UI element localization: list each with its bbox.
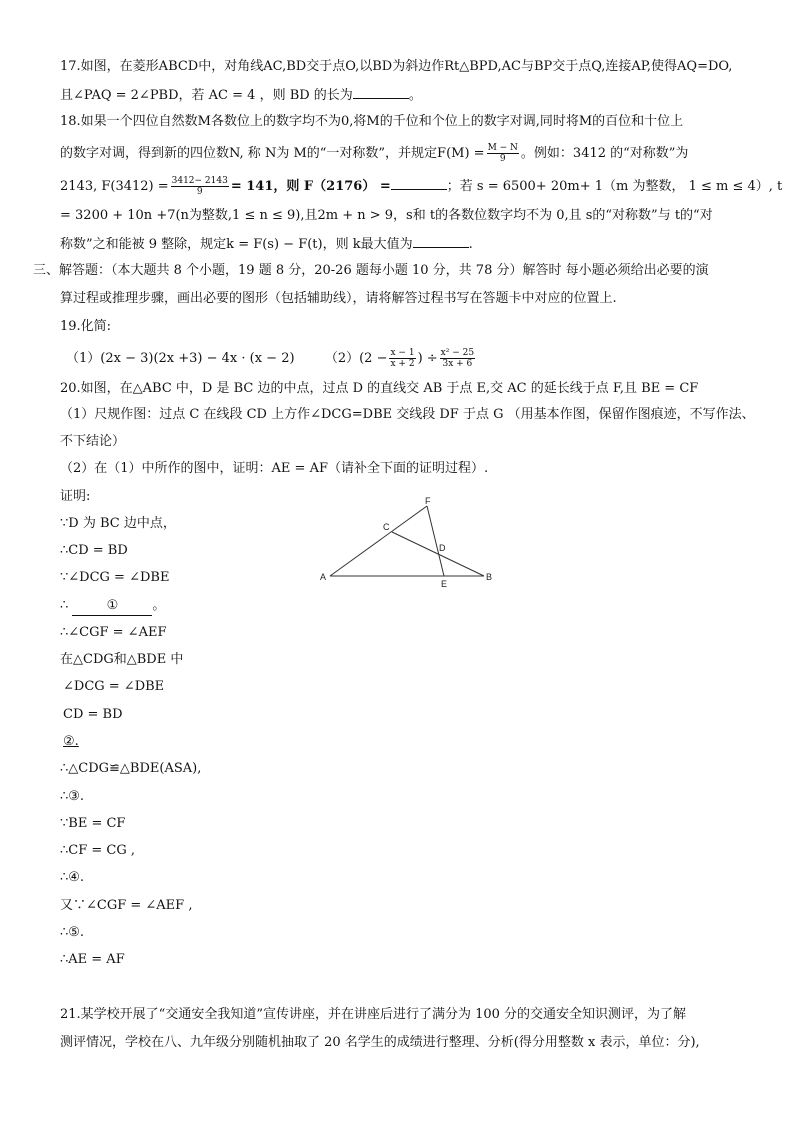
frac-denominator: x + 2 — [390, 359, 415, 369]
segment-cb — [392, 532, 484, 576]
proof-blank-2[interactable]: ②. — [63, 734, 79, 749]
q19-title: 19.化简: — [60, 319, 112, 334]
q19-part-2b: ) ÷ — [417, 351, 438, 366]
q18-line-5 — [60, 235, 473, 254]
proof-blank-5[interactable]: ∴⑤. — [60, 925, 85, 940]
q20-line-1: 20.如图，在△ABC 中，D 是 BC 边的中点，过点 D 的直线交 AB 于点 E,交 AC 的延长线于点 F,且 BE = CF — [60, 381, 699, 396]
frac-denominator: 9 — [196, 187, 203, 197]
proof-line: CD = BD — [63, 707, 123, 722]
segment-af — [330, 506, 427, 576]
q19-part-2a: （2）(2 − — [324, 351, 388, 366]
proof-line-blank1 — [60, 597, 165, 616]
section3-line-2: 算过程或推理步骤，画出必要的图形（包括辅助线），请将解答过程书写在答题卡中对应的位置上. — [60, 291, 617, 306]
label-f: F — [425, 496, 431, 506]
label-d: D — [439, 543, 446, 553]
q18-text-c: 2143, F(3412) = — [60, 179, 169, 194]
q20-line-2: （1）尺规作图：过点 C 在线段 CD 上方作∠DCG=DBE 交线段 DF 于点 G （用基本作图，保留作图痕迹，不写作法、 — [60, 407, 755, 422]
triangle-figure — [318, 494, 502, 588]
q19-fraction-b — [440, 348, 475, 369]
proof-line: 证明: — [60, 489, 91, 504]
proof-line: ∵BE = CF — [60, 816, 126, 831]
label-b: B — [486, 572, 493, 582]
proof-line: ∴∠CGF = ∠AEF — [60, 625, 167, 640]
section3-line-1: 三、解答题：（本大题共 8 个小题，19 题 8 分，20-26 题每小题 10 分，共 78 分）解答时 每小题必须给出必要的演 — [33, 263, 709, 278]
q18-text-a: 的数字对调，得到新的四位数N, 称 N为 M的“一对称数”，并规定F(M) = — [60, 146, 485, 161]
q18-line-3 — [60, 176, 782, 197]
proof-line: 在△CDG和△BDE 中 — [60, 652, 184, 667]
q18-end: . — [468, 237, 473, 252]
q18-answer-blank-2[interactable] — [413, 235, 469, 248]
proof-therefore: ∴ — [60, 598, 73, 613]
q20-line-4: （2）在（1）中所作的图中，证明：AE = AF（请补全下面的证明过程）. — [60, 461, 489, 476]
q17-line-2 — [60, 86, 422, 105]
proof-line: ∴CD = BD — [60, 543, 128, 558]
q20-line-3: 不下结论） — [60, 434, 126, 449]
frac-numerator: x − 1 — [390, 348, 415, 358]
frac-denominator: 9 — [499, 154, 506, 164]
proof-line: ∵D 为 BC 边中点， — [60, 516, 176, 531]
proof-line: ∵∠DCG = ∠DBE — [60, 570, 170, 585]
q17-answer-blank[interactable] — [353, 86, 409, 99]
proof-line: 又∵∠CGF = ∠AEF , — [60, 898, 193, 913]
q18-text-d: = 141，则 F（2176） = — [230, 179, 391, 194]
proof-blank-3[interactable]: ∴③. — [60, 789, 85, 804]
frac-numerator: x² − 25 — [440, 348, 475, 358]
frac-denominator: 3x + 6 — [442, 359, 473, 369]
q19-part-1: （1）(2x − 3)(2x +3) − 4x · (x − 2) — [66, 351, 295, 366]
label-e: E — [441, 579, 448, 588]
q17-text: 且∠PAQ = 2∠PBD，若 AC = 4 ，则 BD 的长为 — [60, 88, 353, 103]
q17-end: 。 — [408, 88, 422, 103]
q18-line-1: 18.如果一个四位自然数M各数位上的数字均不为0,将M的千位和个位上的数字对调,同时将M的百位和十位上 — [60, 114, 684, 129]
proof-blank-1[interactable]: ① — [72, 597, 152, 616]
proof-blank-1-end: 。 — [152, 598, 166, 613]
label-c: C — [383, 522, 390, 532]
proof-line: ∴CF = CG , — [60, 843, 135, 858]
q18-answer-blank-1[interactable] — [391, 177, 447, 190]
segment-fe — [427, 506, 444, 576]
frac-numerator: M − N — [487, 143, 518, 153]
label-a: A — [320, 572, 327, 582]
q18-line-4: = 3200 + 10n +7(n为整数,1 ≤ n ≤ 9),且2m + n > 9，s和 t的各数位数字均不为 0,且 s的“对称数”与 t的“对 — [60, 208, 713, 223]
q19-fraction-a — [389, 348, 415, 369]
q18-text-e: ；若 s = 6500+ 20m+ 1（m 为整数， 1 ≤ m ≤ 4）, t — [446, 179, 783, 194]
proof-line: ∠DCG = ∠DBE — [63, 679, 165, 694]
q19-parts — [66, 348, 477, 369]
q18-fraction-2 — [171, 176, 229, 197]
q21-line-2: 测评情况，学校在八、九年级分别随机抽取了 20 名学生的成绩进行整理、分析(得分用整数 x 表示，单位：分), — [60, 1035, 700, 1050]
q18-text-b: 。例如：3412 的“对称数”为 — [520, 146, 689, 161]
frac-numerator: 3412− 2143 — [171, 176, 228, 186]
proof-blank-4[interactable]: ∴④. — [60, 870, 85, 885]
q18-line-2 — [60, 143, 688, 164]
q18-fraction-1 — [487, 143, 519, 164]
proof-line: ∴△CDG≌△BDE(ASA), — [60, 761, 202, 776]
proof-line: ∴AE = AF — [60, 952, 125, 967]
q18-text-f: 称数”之和能被 9 整除，规定k = F(s) − F(t)，则 k最大值为 — [60, 237, 413, 252]
q21-line-1: 21.某学校开展了“交通安全我知道”宣传讲座，并在讲座后进行了满分为 100 分的交通安全知识测评，为了解 — [60, 1007, 687, 1022]
q17-line-1: 17.如图，在菱形ABCD中，对角线AC,BD交于点O,以BD为斜边作Rt△BPD,AC与BP交于点Q,连接AP,使得AQ=DO, — [60, 59, 733, 74]
